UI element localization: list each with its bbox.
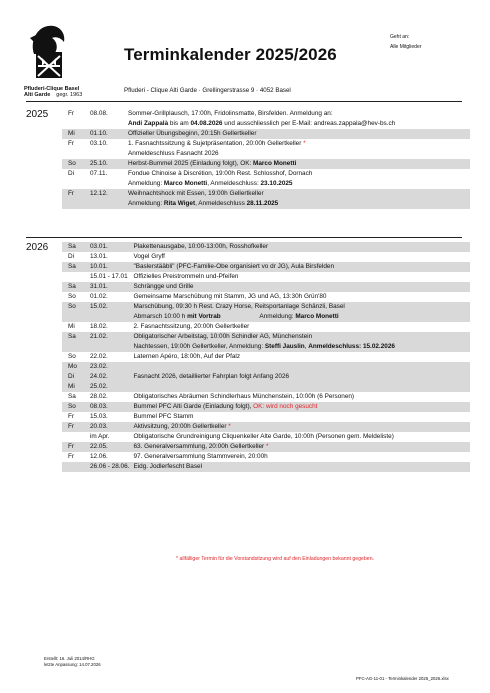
event-description: Abmarsch 10:00 h mit Vortrab Anmeldung: Marco Monetti	[131, 312, 470, 322]
footer-filename: PFC-AG-11-01 - Terminkalender 2025_2026.xlsx	[356, 676, 449, 681]
event-description: Laternen Apéro, 18:00h, Auf der Pfalz	[133, 353, 241, 360]
year-2026-label: 2026	[26, 242, 49, 253]
event-date: 03.01.	[88, 242, 131, 252]
event-day: So	[62, 402, 88, 412]
event-description	[131, 362, 470, 372]
event-date: 25.10.	[88, 159, 126, 169]
club-address: Pfluderi - Clique Alti Garde · Grellingerstrasse 9 · 4052 Basel	[124, 87, 291, 94]
event-date	[88, 199, 126, 209]
recipient-block	[390, 32, 421, 52]
event-description: Weihnachtshock mit Essen, 19:00h Gellertkeller	[126, 189, 470, 199]
calendar-row	[62, 252, 470, 262]
calendar-row	[62, 372, 470, 382]
event-day: Di	[62, 372, 88, 382]
event-day: Sa	[68, 393, 76, 400]
event-day	[62, 119, 88, 129]
event-day: Di	[68, 170, 75, 177]
event-day	[62, 149, 88, 159]
calendar-row	[62, 312, 470, 322]
event-description: 97. Generalversammlung Stammverein, 20:00h	[133, 453, 268, 460]
calendar-row	[62, 352, 470, 362]
event-description: Herbst-Bummel 2025 (Einladung folgt), OK: Marco Monetti	[126, 159, 470, 169]
event-date: 20.03.	[88, 422, 131, 432]
calendar-row	[62, 462, 470, 472]
event-day	[62, 312, 88, 322]
event-date: 21.02.	[88, 332, 131, 342]
event-description: Offizielles Preistrommeln und-Pfeifen	[133, 273, 239, 280]
recipient-label: Geht an:	[390, 34, 410, 40]
club-founded: gegr. 1963	[56, 92, 83, 98]
event-day	[62, 432, 88, 442]
calendar-row	[62, 119, 470, 129]
event-description: Offizieller Übungsbeginn, 20:15h Gellertkeller	[126, 129, 470, 139]
event-day: Fr	[62, 189, 88, 199]
event-date: 08.08.	[90, 110, 108, 117]
calendar-row	[62, 342, 470, 352]
event-day: Mi	[68, 323, 75, 330]
event-day: Mi	[62, 382, 88, 392]
calendar-row	[62, 179, 470, 189]
event-date: 22.05.	[88, 442, 131, 452]
event-description: Eidg. Jodlerfescht Basel	[131, 462, 470, 472]
event-description: Nachtessen, 19:00h Gellertkeller, Anmeldung: Steffi Jauslin, Anmeldeschluss: 15.02.2026	[131, 342, 470, 352]
event-day: So	[62, 302, 88, 312]
event-date: 23.02.	[88, 362, 131, 372]
calendar-row	[62, 332, 470, 342]
event-description: Anmeldung: Marco Monetti, Anmeldeschluss: 23.10.2025	[128, 180, 293, 187]
event-description: "Baslerstääbli" (PFC-Familie-Obe organisiert vo dr JG), Aula Birsfelden	[131, 262, 470, 272]
calendar-row	[62, 422, 470, 432]
calendar-row	[62, 242, 470, 252]
event-day: Di	[68, 253, 75, 260]
event-day	[62, 342, 88, 352]
event-day: Fr	[68, 413, 75, 420]
event-day: Mo	[62, 362, 88, 372]
event-day: Sa	[62, 332, 88, 342]
event-date: 01.02.	[90, 293, 108, 300]
event-day: Fr	[68, 140, 75, 147]
calendar-row	[62, 129, 470, 139]
event-date	[88, 149, 126, 159]
event-date: 13.01.	[90, 253, 108, 260]
calendar-row	[62, 262, 470, 272]
event-date: im Apr.	[90, 433, 110, 440]
event-date: 08.03.	[88, 402, 131, 412]
event-date: 24.02.	[88, 372, 131, 382]
club-name: Pfluderi-Clique Basel	[24, 86, 80, 92]
event-description: Obligatorischer Arbeitstag, 10:00h Schindler AG, Münchenstein	[131, 332, 470, 342]
calendar-row	[62, 402, 470, 412]
event-date	[88, 179, 126, 189]
event-description: Fondue Chinoise à Discrétion, 19:00h Rest. Schlosshof, Dornach	[128, 170, 313, 177]
event-date: 15.03.	[90, 413, 108, 420]
event-date: 03.10.	[90, 140, 108, 147]
calendar-row	[62, 189, 470, 199]
club-logo	[28, 24, 68, 82]
event-day: Fr	[68, 453, 75, 460]
event-date: 31.01.	[88, 282, 131, 292]
event-description: Obligatorisches Abräumen Schindlerhaus Münchenstein, 10:00h (6 Personen)	[133, 393, 355, 400]
event-description: Gemeinsame Marschübung mit Stamm, JG und AG, 13:30h Grün'80	[133, 293, 327, 300]
footer-created: Erstellt: 16. Juli 2014/RHG	[44, 656, 95, 661]
calendar-row	[62, 452, 470, 462]
event-day: So	[68, 293, 76, 300]
calendar-row	[62, 322, 470, 332]
event-day: Fr	[62, 422, 88, 432]
calendar-row	[62, 392, 470, 402]
event-date: 01.10.	[88, 129, 126, 139]
event-description: Andi Zappalà bis am 04.08.2026 und ausschliesslich per E-Mail: andreas.zappala@hev-bs.ch	[128, 120, 396, 127]
club-label	[24, 86, 82, 98]
calendar-row	[62, 282, 470, 292]
event-description: Vogel Gryff	[133, 253, 165, 260]
event-date: 12.06.	[90, 453, 108, 460]
event-description: Plakettenausgabe, 10:00-13:00h, Rosshofkeller	[131, 242, 470, 252]
recipient-value: Alle Mitglieder	[390, 44, 422, 50]
event-description: Anmeldeschluss Fasnacht 2026	[128, 150, 219, 157]
event-description: 2. Fasnachtssitzung, 20:00h Gellertkeller	[133, 323, 250, 330]
event-description: 1. Fasnachtssitzung & Sujetpräsentation, 20:00h Gellertkeller *	[128, 140, 306, 147]
event-description: Anmeldung: Rita Wiget, Anmeldeschluss 28.11.2025	[126, 199, 470, 209]
divider-2025	[26, 101, 462, 102]
event-date: 15.01 - 17.01	[90, 273, 128, 280]
event-date: 22.02.	[90, 353, 108, 360]
calendar-table-2026	[62, 242, 470, 472]
event-description: Fasnacht 2026, detaillierter Fahrplan folgt Anfang 2026	[131, 372, 470, 382]
event-date: 26.06 - 28.06.	[90, 463, 130, 470]
calendar-row	[62, 432, 470, 442]
footer-meta	[44, 656, 101, 668]
event-date	[88, 342, 131, 352]
calendar-row	[62, 382, 470, 392]
calendar-row	[62, 412, 470, 422]
club-sub: Alti Garde	[24, 92, 51, 98]
event-day: Sa	[62, 262, 88, 272]
year-2025-label: 2025	[26, 109, 49, 120]
event-description: Marschübung, 09:30 h Rest. Crazy Horse, Reitsportanlage Schänzli, Basel	[131, 302, 470, 312]
calendar-row	[62, 362, 470, 372]
divider-2026	[26, 237, 462, 238]
event-day: So	[62, 159, 88, 169]
event-description: Aktivsitzung, 20:00h Gellertkeller *	[131, 422, 470, 432]
calendar-row	[62, 149, 470, 159]
event-day	[62, 179, 88, 189]
calendar-row	[62, 109, 470, 119]
footer-updated: letzte Anpassung: 14.07.2026	[44, 662, 101, 667]
event-date: 07.11.	[90, 170, 108, 177]
event-date: 15.02.	[88, 302, 131, 312]
event-day: Sa	[62, 282, 88, 292]
event-date: 10.01.	[88, 262, 131, 272]
event-description: Obligatorische Grundreinigung Cliquenkeller Alte Garde, 10:00h (Personen gem. Meldeliste)	[133, 433, 394, 440]
event-day: Sa	[62, 242, 88, 252]
event-date: 28.02.	[90, 393, 108, 400]
event-day: Mi	[62, 129, 88, 139]
event-description: Schrängge und Grille	[131, 282, 470, 292]
event-description: Bummel PFC Stamm	[133, 413, 194, 420]
calendar-row	[62, 139, 470, 149]
calendar-row	[62, 199, 470, 209]
calendar-table-2025	[62, 109, 470, 209]
calendar-row	[62, 302, 470, 312]
page-title: Terminkalender 2025/2026	[124, 45, 337, 64]
event-description	[131, 382, 470, 392]
event-day	[62, 272, 88, 282]
footnote: * allfälliger Termin für die Vorstandsitzung wird auf den Einladungen bekannt gegeben.	[176, 556, 375, 562]
event-date: 18.02.	[90, 323, 108, 330]
event-description: 63. Generalversammlung, 20:00h Gellertkeller *	[131, 442, 470, 452]
event-day: Fr	[68, 110, 75, 117]
event-day	[62, 462, 88, 472]
event-day	[62, 199, 88, 209]
calendar-row	[62, 272, 470, 282]
event-description: Bummel PFC Alti Garde (Einladung folgt), OK: wird noch gesucht	[131, 402, 470, 412]
event-description: Sommer-Grillplausch, 17:00h, Fridolinsmatte, Birsfelden. Anmeldung an:	[128, 110, 333, 117]
calendar-row	[62, 159, 470, 169]
calendar-row	[62, 442, 470, 452]
event-date	[88, 119, 126, 129]
calendar-row	[62, 169, 470, 179]
event-day: So	[68, 353, 76, 360]
calendar-row	[62, 292, 470, 302]
event-date	[88, 312, 131, 322]
event-date: 12.12.	[88, 189, 126, 199]
event-date: 25.02.	[88, 382, 131, 392]
event-day: Fr	[62, 442, 88, 452]
